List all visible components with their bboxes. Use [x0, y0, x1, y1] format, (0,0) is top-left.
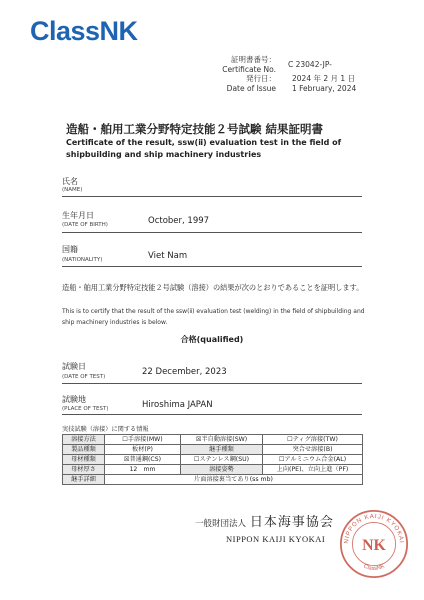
title-japanese: 造船・舶用工業分野特定技能２号試験 結果証明書: [66, 122, 324, 136]
issuer-name-japanese: [195, 511, 334, 530]
statement-english: This is to certify that the result of the ssw(ⅱ) evaluation test (welding) in the field of shipbuilding and ship machinery industries is below.: [62, 308, 365, 326]
nationality-label-ja: 国籍: [62, 245, 78, 254]
table-cell: 板材(P): [105, 445, 181, 455]
issue-date-value-en: 1 February, 2024: [292, 84, 357, 93]
name-label-en: (NAME): [62, 187, 83, 193]
table-cell: 片面溶接裏当てあり(ss mb): [105, 475, 363, 485]
table-cell: 上向(PE)、立向上進（PF): [263, 465, 363, 475]
field-nationality: [62, 244, 362, 267]
test-place-value: Hiroshima JAPAN: [142, 400, 213, 410]
nationality-label-en: (NATIONALITY): [62, 257, 103, 263]
table-cell: 突合せ溶接(B): [263, 445, 363, 455]
title-english-line2: shipbuilding and ship machinery industries: [66, 150, 262, 159]
issue-date-label-ja: 発行日：: [246, 74, 276, 83]
table-cell: 母材種類: [63, 455, 105, 465]
dob-value: October, 1997: [148, 216, 210, 226]
test-date-label-en: (DATE OF TEST): [62, 374, 106, 380]
title-english: [66, 137, 386, 161]
table-row: [63, 475, 363, 485]
test-place-label-en: (PLACE OF TEST): [62, 406, 109, 412]
nationality-value: Viet Nam: [148, 251, 188, 261]
name-label-ja: 氏名: [62, 177, 78, 186]
classnk-logo: ClassNK: [30, 16, 138, 46]
dob-label-ja: 生年月日: [62, 211, 94, 220]
table-row: [63, 465, 363, 475]
table-cell: ☒半自動溶接(SW): [181, 435, 263, 445]
seal-bottom-text: ClassNK: [362, 563, 386, 572]
seal-center-mark: NK: [362, 536, 386, 554]
test-table-caption: 実技試験（溶接）に関する情報: [62, 426, 149, 433]
test-date-value: 22 December, 2023: [142, 367, 227, 377]
table-cell: 製品種類: [63, 445, 105, 455]
field-name: [62, 176, 362, 197]
table-row: [63, 435, 363, 445]
issue-date-label-en: Date of Issue: [226, 84, 276, 93]
statement-japanese: 造船・舶用工業分野特定技能２号試験（溶接）の結果が次のとおりであることを証明します。: [62, 283, 364, 292]
issuer-name-ja: 日本海事協会: [249, 515, 334, 530]
table-cell: ☐ティグ溶接(TW): [263, 435, 363, 445]
test-info-table: [62, 434, 363, 485]
seal-stamp: [338, 508, 410, 580]
result-qualified: 合格(qualified): [180, 335, 244, 344]
table-row: [63, 445, 363, 455]
table-cell: ☒普通鋼(CS): [105, 455, 181, 465]
table-cell: 溶接姿勢: [181, 465, 263, 475]
cert-no-label-ja: 証明書番号：: [231, 55, 276, 64]
table-cell: 継手詳細: [63, 475, 105, 485]
issue-date-value-ja: 2024 年 2 月 1 日: [292, 74, 356, 83]
table-cell: ☐ステンレス鋼(SU): [181, 455, 263, 465]
title-english-line1: Certificate of the result, ssw(ⅱ) evaluation test in the field of: [66, 138, 342, 147]
field-date-of-birth: [62, 210, 362, 233]
table-cell: 母材厚さ: [63, 465, 105, 475]
test-place-label-ja: 試験地: [62, 395, 86, 404]
field-date-of-test: [62, 361, 362, 384]
table-cell: ☐手溶接(MW): [105, 435, 181, 445]
table-cell: 溶接方法: [63, 435, 105, 445]
cert-no-label-en: Certificate No.: [222, 65, 276, 74]
field-place-of-test: [62, 394, 362, 415]
test-date-label-ja: 試験日: [62, 362, 86, 371]
table-row: [63, 455, 363, 465]
certificate-meta: [0, 55, 424, 100]
issuer-prefix-ja: 一般財団法人: [195, 519, 247, 529]
issuer-name-english: NIPPON KAIJI KYOKAI: [226, 534, 326, 544]
table-cell: 12 mm: [105, 465, 181, 475]
table-cell: ☐アルミニウム合金(AL): [263, 455, 363, 465]
table-cell: 継手種類: [181, 445, 263, 455]
cert-no-value: C 23042-JP-: [288, 60, 332, 69]
dob-label-en: (DATE OF BIRTH): [62, 222, 108, 228]
seal-ring-text: NIPPON KAIJI KYOKAI: [342, 512, 405, 544]
